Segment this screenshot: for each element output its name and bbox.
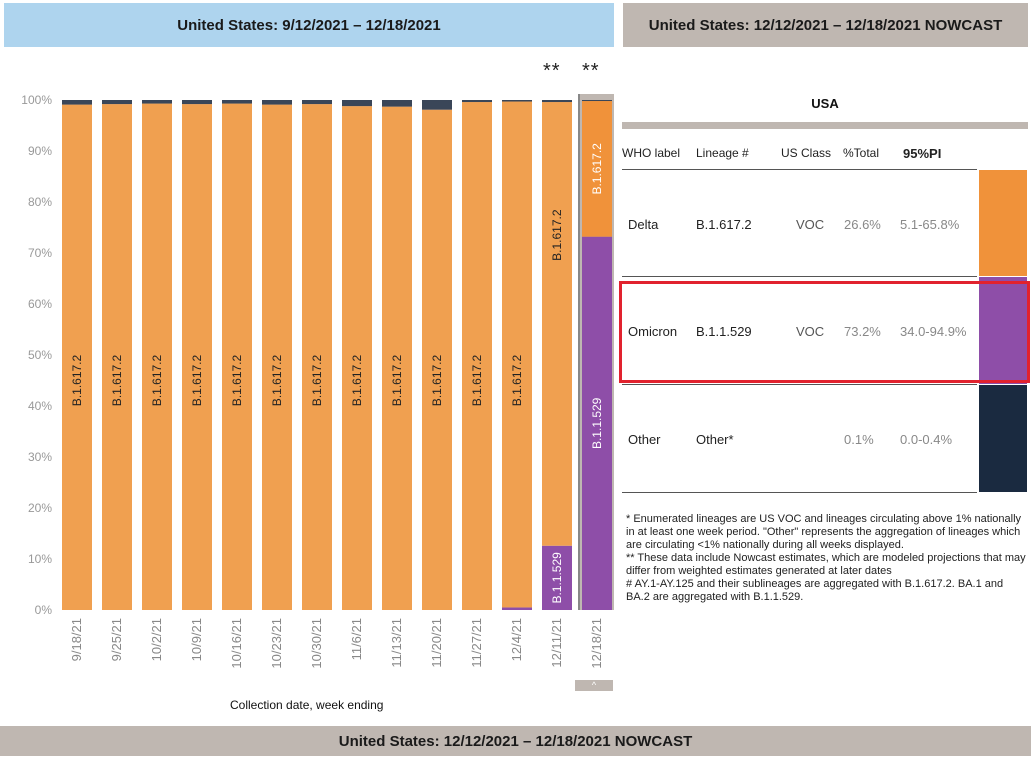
lineage-other: Other*: [696, 432, 734, 447]
y-tick-label: 20%: [27, 501, 52, 515]
class-delta: VOC: [796, 217, 825, 232]
class-omicron: VOC: [796, 324, 825, 339]
other-color-swatch: [979, 385, 1027, 492]
bar-segment-other: [582, 100, 612, 101]
bar-label-omicron: B.1.1.529: [550, 552, 564, 604]
total-delta: 26.6%: [844, 217, 881, 232]
bar-segment-delta: [502, 102, 532, 608]
x-tick-label: 9/18/21: [69, 618, 84, 662]
table-rule: [622, 492, 977, 493]
footnote-lineages: * Enumerated lineages are US VOC and lineages circulating above 1% nationally in at least one week period. "Other" represents the aggregation of lineages which are circulating <1% nationally during all weeks displayed.: [626, 513, 1022, 551]
bar-label-delta: B.1.617.2: [310, 354, 324, 407]
bar-segment-other: [542, 100, 572, 102]
pi-delta: 5.1-65.8%: [900, 217, 960, 232]
bar-segment-other: [62, 100, 92, 105]
bar-label-delta: B.1.617.2: [390, 354, 404, 407]
y-tick-label: 60%: [27, 297, 52, 311]
total-omicron: 73.2%: [844, 324, 881, 339]
bar-label-delta: B.1.617.2: [430, 354, 444, 407]
nowcast-header: [623, 3, 1028, 47]
bar-segment-other: [262, 100, 292, 105]
bar-segment-other: [182, 100, 212, 104]
bar-segment-other: [302, 100, 332, 104]
nowcast-header-text: United States: 12/12/2021 – 12/18/2021 NOWCAST: [648, 16, 1003, 34]
table-rule: [622, 384, 977, 385]
table-rule: [622, 169, 977, 170]
variant-proportion-chart: [0, 50, 620, 700]
who-label-delta: Delta: [628, 217, 659, 232]
bottom-header-text: United States: 12/12/2021 – 12/18/2021 NOWCAST: [338, 732, 693, 750]
bar-label-delta: B.1.617.2: [110, 354, 124, 407]
bottom-header: [0, 726, 1031, 756]
bar-label-omicron: B.1.1.529: [590, 397, 604, 450]
delta-color-swatch: [979, 170, 1027, 276]
y-tick-label: 80%: [27, 195, 52, 209]
bar-segment-other: [382, 100, 412, 107]
omicron-highlight-box: [619, 281, 1030, 383]
y-tick-label: 100%: [21, 93, 52, 107]
total-other: 0.1%: [844, 432, 874, 447]
bar-segment-other: [342, 100, 372, 106]
lineage-omicron: B.1.1.529: [696, 324, 752, 339]
bar-segment-other: [222, 100, 252, 104]
x-tick-label: 10/16/21: [229, 618, 244, 669]
bar-label-delta: B.1.617.2: [190, 354, 204, 407]
y-tick-label: 90%: [27, 144, 52, 158]
x-tick-label: 10/23/21: [269, 618, 284, 669]
bar-segment-other: [502, 100, 532, 102]
col-header-pi: 95%PI: [903, 146, 942, 161]
pi-other: 0.0-0.4%: [900, 432, 953, 447]
col-header-who: WHO label: [622, 146, 681, 160]
bar-label-delta: B.1.617.2: [230, 354, 244, 407]
y-tick-label: 50%: [27, 348, 52, 362]
scroll-up-button[interactable]: ^: [575, 680, 613, 691]
pi-omicron: 34.0-94.9%: [900, 324, 967, 339]
x-tick-label: 10/2/21: [149, 618, 164, 662]
x-tick-label: 11/20/21: [429, 618, 444, 668]
x-tick-label: 10/30/21: [309, 618, 324, 669]
x-tick-label: 11/27/21: [469, 618, 484, 668]
y-tick-label: 30%: [27, 450, 52, 464]
y-tick-label: 0%: [34, 603, 52, 617]
table-rule: [622, 276, 977, 277]
col-header-class: US Class: [781, 146, 832, 160]
nowcast-marker-2: **: [582, 60, 600, 82]
chart-header-text: United States: 9/12/2021 – 12/18/2021: [177, 16, 441, 34]
lineage-delta: B.1.617.2: [696, 217, 752, 232]
bar-segment-other: [102, 100, 132, 104]
bar-segment-omicron: [502, 607, 532, 610]
table-title: USA: [811, 96, 839, 111]
footnote-nowcast: ** These data include Nowcast estimates, which are modeled projections that may differ from weighted estimates generated at later dates: [626, 552, 1026, 577]
chart-header: [4, 3, 614, 47]
x-tick-label: 11/13/21: [389, 618, 404, 668]
nowcast-marker-1: **: [543, 60, 561, 82]
col-header-total: %Total: [843, 146, 880, 160]
y-tick-label: 10%: [27, 552, 52, 566]
bar-label-delta: B.1.617.2: [70, 354, 84, 407]
bar-label-delta: B.1.617.2: [150, 354, 164, 407]
who-label-omicron: Omicron: [628, 324, 678, 339]
table-title-underline: [622, 122, 1028, 129]
x-axis-title: Collection date, week ending: [230, 698, 384, 712]
bar-label-delta: B.1.617.2: [270, 354, 284, 407]
bar-label-delta: B.1.617.2: [590, 143, 604, 195]
bar-segment-other: [142, 100, 172, 104]
x-tick-label: 12/11/21: [549, 618, 564, 668]
x-tick-label: 10/9/21: [189, 618, 204, 662]
x-tick-label: 9/25/21: [109, 618, 124, 662]
bar-label-delta: B.1.617.2: [470, 354, 484, 407]
y-tick-label: 40%: [27, 399, 52, 413]
y-tick-label: 70%: [27, 246, 52, 260]
bar-label-delta: B.1.617.2: [350, 354, 364, 407]
footnote-aggregation: # AY.1-AY.125 and their sublineages are aggregated with B.1.617.2. BA.1 and BA.2 are aggregated with B.1.1.529.: [626, 578, 1004, 603]
x-tick-label: 12/18/21: [589, 618, 604, 669]
bar-segment-delta: [542, 102, 572, 546]
who-label-other: Other: [628, 432, 661, 447]
footnotes: [626, 513, 1026, 604]
x-tick-label: 11/6/21: [349, 618, 364, 661]
bar-label-delta: B.1.617.2: [550, 209, 564, 261]
bar-label-delta: B.1.617.2: [510, 354, 524, 407]
col-header-lineage: Lineage #: [696, 146, 749, 160]
x-tick-label: 12/4/21: [509, 618, 524, 662]
bar-segment-other: [462, 100, 492, 102]
bar-segment-other: [422, 100, 452, 110]
